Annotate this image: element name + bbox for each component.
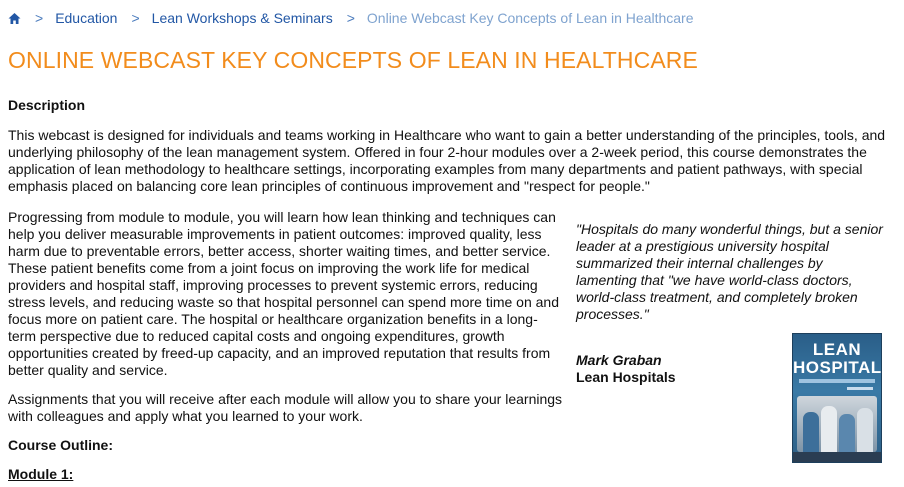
- book-cover-photo: [797, 396, 877, 452]
- page-title: ONLINE WEBCAST KEY CONCEPTS OF LEAN IN HEALTHCARE: [8, 47, 698, 73]
- course-outline-heading: Course Outline:: [8, 437, 114, 453]
- description-heading: Description: [8, 97, 86, 113]
- breadcrumb-current: Online Webcast Key Concepts of Lean in Healthcare: [366, 10, 694, 26]
- book-title-line2: HOSPITALS: [793, 358, 894, 377]
- book-title-line1: LEAN: [812, 340, 862, 359]
- breadcrumb-link-lean-workshops[interactable]: Lean Workshops & Seminars: [151, 10, 333, 26]
- breadcrumb: [8, 10, 694, 26]
- book-subtitle-bar: [799, 379, 875, 383]
- book-bottom-band: [793, 452, 881, 462]
- intro-paragraph: This webcast is designed for individuals and teams working in Healthcare who want to gain a better understanding of the principles, tools, and underlying philosophy of the lean management system. Offered in four 2-hour modules over a 2-week period, this course demonstrates the application of lean methodology to healthcare settings, incorporating examples from many departments and patient pathways, with special emphasis placed on balancing core lean principles of continuous improvement and "respect for people.": [8, 127, 886, 194]
- assignments-paragraph: Assignments that you will receive after each module will allow you to share your learnings with colleagues and apply what you learned to your work.: [8, 391, 563, 424]
- quote-author: Mark Graban: [576, 352, 662, 368]
- quote-source: Lean Hospitals: [576, 369, 676, 385]
- book-cover-image: [792, 333, 894, 463]
- book-edition-bar: [847, 387, 873, 390]
- breadcrumb-separator: >: [35, 10, 44, 26]
- breadcrumb-link-education[interactable]: Education: [55, 10, 118, 26]
- body-paragraph: Progressing from module to module, you will learn how lean thinking and techniques can help you deliver measurable improvements in patient outcomes: improved quality, less harm due to preventable errors, better access, shorter waiting times, and better service. These patient benefits come from a joint focus on improving the work life for medical providers and hospital staff, improving processes to prevent systemic errors, reducing stress levels, and reducing waste so that hospital personnel can spend more time on and focus more on patient care. The hospital or healthcare organization benefits in a long-term perspective due to reduced capital costs and ongoing expenditures, growth opportunities created by freed-up capacity, and an improved reputation that results from better quality and service.: [8, 209, 559, 378]
- breadcrumb-separator: >: [346, 10, 355, 26]
- testimonial-quote: "Hospitals do many wonderful things, but a senior leader at a prestigious university hospital summarized their internal challenges by lamenting that "we have world-class doctors, world-class treatment, and completely broken processes.": [576, 221, 883, 322]
- home-icon[interactable]: [8, 12, 21, 25]
- quote-attribution: [576, 352, 676, 386]
- breadcrumb-separator: >: [131, 10, 140, 26]
- module-1-heading: Module 1:: [8, 466, 74, 482]
